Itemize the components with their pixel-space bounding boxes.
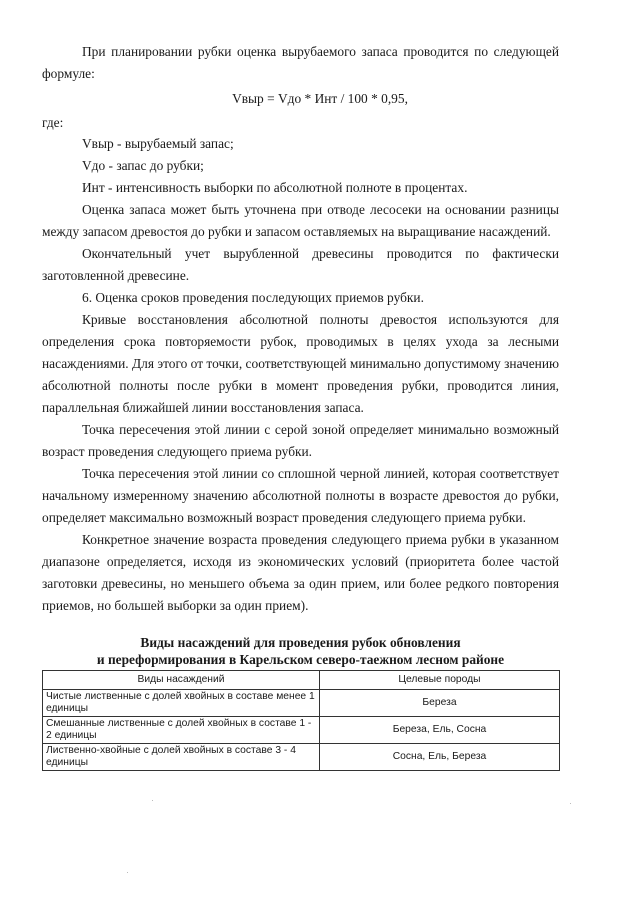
definition-int: Инт - интенсивность выборки по абсолютной полноте в процентах.: [82, 180, 468, 195]
header-stand-types: Виды насаждений: [43, 671, 320, 690]
table-caption-line1: Виды насаждений для проведения рубок обновления: [140, 635, 461, 650]
target-species-cell: Береза: [320, 690, 560, 717]
scan-speck: [152, 800, 153, 801]
species-table: [42, 670, 560, 771]
stand-type-cell: Лиственно-хвойные с долей хвойных в составе 3 - 4 единицы: [43, 744, 320, 771]
paragraph-recovery-curves: Кривые восстановления абсолютной полноты древостоя используются для определения срока повторяемости рубок, проводимых в целях ухода за лесными насаждениями. Для этого от точки, соответствующей минимально допустимому значению абсолютной полноты после рубки в момент проведения рубки, проводится линия, параллельная ближайшей линии восстановления запаса.: [42, 312, 559, 415]
scan-speck: [127, 872, 128, 873]
stand-type-cell: Чистые лиственные с долей хвойных в составе менее 1 единицы: [43, 690, 320, 717]
paragraph-black-line: Точка пересечения этой линии со сплошной черной линией, которая соответствует начальному измеренному значению абсолютной полноты в возрасте древостоя до рубки, определяет максимально возможный возраст проведения следующего приема рубки.: [42, 466, 559, 525]
paragraph-estimate: Оценка запаса может быть уточнена при отводе лесосеки на основании разницы между запасом древостоя до рубки и запасом оставляемых на выращивание насаждений.: [42, 202, 559, 239]
section-heading-6: 6. Оценка сроков проведения последующих приемов рубки.: [82, 290, 424, 305]
definition-vvyr: Vвыр - вырубаемый запас;: [82, 136, 234, 151]
paragraph-grey-zone: Точка пересечения этой линии с серой зоной определяет минимально возможный возраст проведения следующего приема рубки.: [42, 422, 559, 459]
table-row: [43, 717, 560, 744]
paragraph-final-count: Окончательный учет вырубленной древесины проводится по фактически заготовленной древесине.: [42, 246, 559, 283]
table-caption-line2: и переформирования в Карельском северо-таежном лесном районе: [96, 652, 505, 667]
table-header-row: [43, 671, 560, 690]
definition-vdo: Vдо - запас до рубки;: [82, 158, 204, 173]
paragraph-economic-conditions: Конкретное значение возраста проведения следующего приема рубки в указанном диапазоне определяется, исходя из экономических условий (приоритета более частой заготовки древесины, но меньшего объема за один прием, или более редкого повторения приемов, но большей выборки за один прием).: [42, 532, 559, 613]
stand-type-cell: Смешанные лиственные с долей хвойных в составе 1 - 2 единицы: [43, 717, 320, 744]
target-species-cell: Сосна, Ель, Береза: [320, 744, 560, 771]
header-target-species: Целевые породы: [320, 671, 560, 690]
scan-speck: [570, 803, 571, 804]
formula: Vвыр = Vдо * Инт / 100 * 0,95,: [232, 91, 408, 106]
paragraph-formula-intro: При планировании рубки оценка вырубаемого запаса проводится по следующей формуле:: [42, 44, 559, 81]
table-row: [43, 690, 560, 717]
table-row: [43, 744, 560, 771]
target-species-cell: Береза, Ель, Сосна: [320, 717, 560, 744]
paragraph-where: где:: [42, 115, 64, 130]
